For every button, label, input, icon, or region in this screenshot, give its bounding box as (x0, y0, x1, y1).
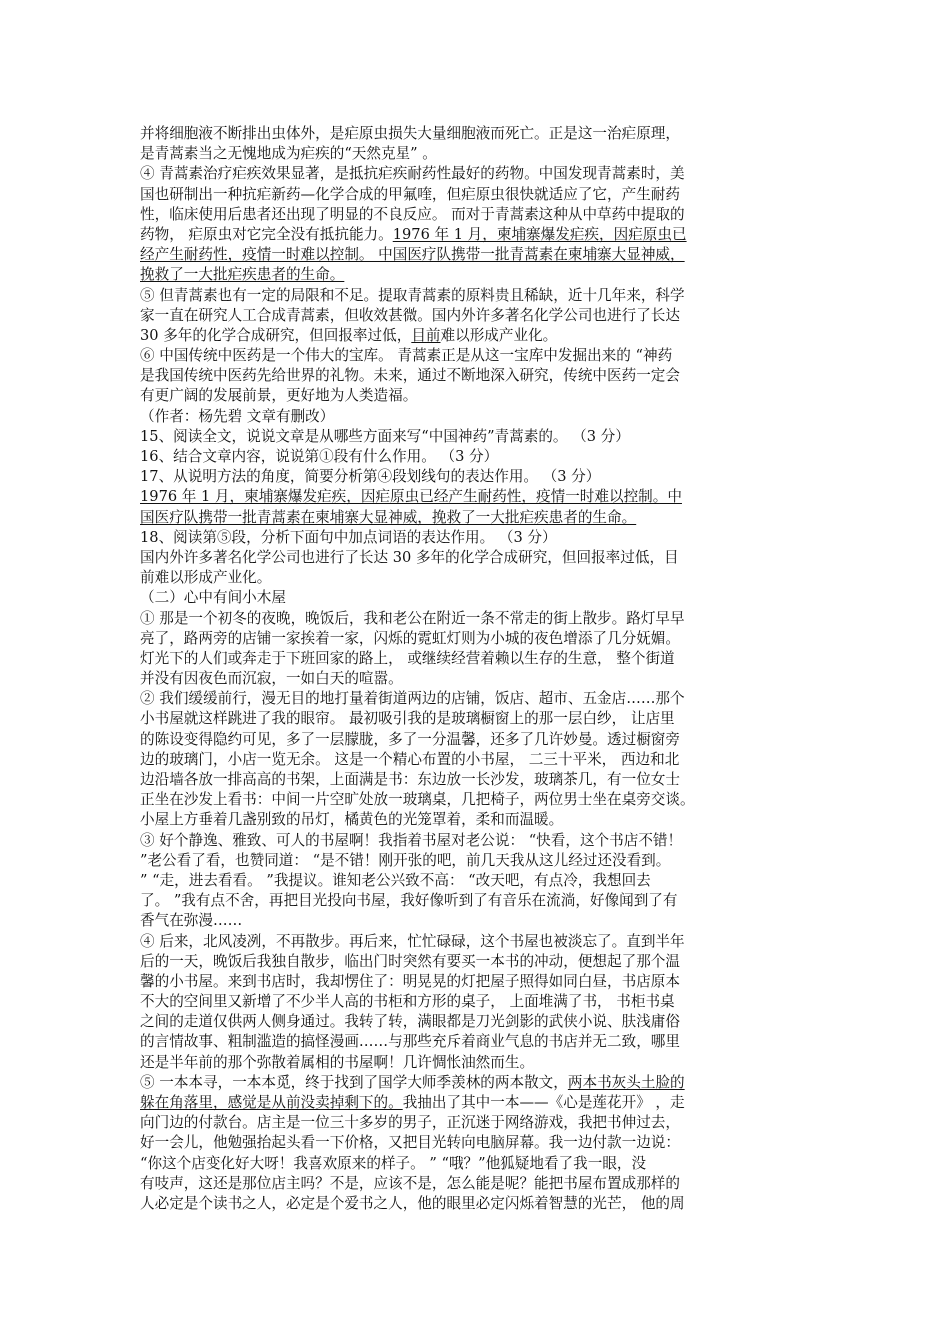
text-line: ④ 后来，北风凌冽，不再散步。再后来，忙忙碌碌，这个书屋也被淡忘了。直到半年 (140, 932, 685, 950)
underlined-line: 国医疗队携带一批青蒿素在柬埔寨大显神威，挽救了一大批疟疾患者的生命。 (140, 508, 637, 526)
text-line: 还是半年前的那个弥散着属相的书屋啊！几许惆怅油然而生。 (140, 1053, 535, 1071)
text-segment: 30 多年的化学合成研究，但回报率过低， (140, 326, 412, 344)
underlined-phrase: 躲在角落里，感觉是从前没卖掉剩下的。 (140, 1094, 403, 1111)
text-line: 小屋上方垂着几盏别致的吊灯，橘黄色的光笼罩着，柔和而温暖。 (140, 811, 564, 829)
text-line: 前难以形成产业化。 (140, 569, 272, 587)
text-line: ” “走，进去看看。 ”我提议。谁知老公兴致不高： “改天吧，有点冷，我想回去 (140, 871, 651, 889)
underlined-line: 1976 年 1 月，柬埔寨爆发疟疾，因疟原虫已经产生耐药性，疫情一时难以控制。中 (140, 488, 682, 506)
text-line: 馨的小书屋。来到书店时，我却愣住了：明晃晃的灯把屋子照得如同白昼，书店原本 (140, 972, 680, 990)
text-line: 之间的走道仅供两人侧身通过。我转了转，满眼都是刀光剑影的武侠小说、肤浅庸俗 (140, 1013, 680, 1031)
text-line: 国内外许多著名化学公司也进行了长达 30 多年的化学合成研究，但回报率过低，目 (140, 548, 679, 566)
question-15: 15、阅读全文，说说文章是从哪些方面来写“中国神药”青蒿素的。 （3 分） (140, 427, 630, 445)
text-line: 向门边的付款台。店主是一位三十多岁的男子，正沉迷于网络游戏，我把书伸过去， (140, 1114, 680, 1132)
text-line: 性，临床使用后患者还出现了明显的不良反应。 而对于青蒿素这种从中草药中提取的 (140, 205, 685, 223)
underlined-sentence: 1976 年 1 月，柬埔寨爆发疟疾，因疟原虫已 (392, 225, 687, 243)
underlined-line: 挽救了一大批疟疾患者的生命。 (140, 266, 345, 284)
text-line: 有吱声，这还是那位店主吗？不是，应该不是，怎么能是呢？能把书屋布置成那样的 (140, 1174, 680, 1192)
text-line: 亮了，路两旁的店铺一家挨着一家，闪烁的霓虹灯则为小城的夜色增添了几分妩媚。 (140, 629, 680, 647)
text-line: ”老公看了看，也赞同道： “是不错！刚开张的吧，前几天我从这儿经过还没看到。 (140, 851, 671, 869)
text-line: 后的一天，晚饭后我独自散步，临出门时突然有要买一本书的冲动，便想起了那个温 (140, 952, 680, 970)
text-line: 的陈设变得隐约可见，多了一层朦胧，多了一分温馨，还多了几许妙曼。透过橱窗旁 (140, 730, 680, 748)
question-17: 17、从说明方法的角度，简要分析第④段划线句的表达作用。 （3 分） (140, 468, 601, 486)
text-line: 是我国传统中医药先给世界的礼物。未来，通过不断地深入研究，传统中医药一定会 (140, 367, 680, 385)
text-line: ① 那是一个初冬的夜晚，晚饭后，我和老公在附近一条不常走的街上散步。路灯早早 (140, 609, 685, 627)
text-line: 灯光下的人们或奔走于下班回家的路上， 或继续经营着赖以生存的生意， 整个街道 (140, 649, 675, 667)
text-line: ④ 青蒿素治疗疟疾效果显著，是抵抗疟疾耐药性最好的药物。中国发现青蒿素时，美 (140, 165, 685, 183)
text-line: ⑤ 但青蒿素也有一定的局限和不足。提取青蒿素的原料贵且稀缺，近十几年来，科学 (140, 286, 685, 304)
section-heading: （二）心中有间小木屋 (140, 589, 286, 607)
text-line: 国也研制出一种抗疟新药—化学合成的甲氟喹，但疟原虫很快就适应了它，产生耐药 (140, 185, 680, 203)
text-line: 边的玻璃门，小店一览无余。 这是一个精心布置的小书屋， 二三十平米， 西边和北 (140, 750, 680, 768)
dotted-word: 目前 (411, 326, 441, 344)
text-line-mixed (140, 1073, 820, 1093)
text-line: 并将细胞液不断排出虫体外，是疟原虫损失大量细胞液而死亡。正是这一治疟原理， (140, 125, 680, 142)
text-line: 香气在弥漫…… (140, 912, 243, 930)
text-line: 并没有因夜色而沉寂，一如白天的喧嚣。 (140, 670, 403, 688)
document-page (140, 124, 820, 1214)
text-line-mixed (140, 225, 820, 245)
text-line: “你这个店变化好大呀！我喜欢原来的样子。 ” “哦？”他狐疑地看了我一眼，没 (140, 1154, 647, 1172)
text-line: 了。 ”我有点不舍，再把目光投向书屋，我好像听到了有音乐在流淌，好像闻到了有 (140, 892, 678, 910)
text-line: 小书屋就这样跳进了我的眼帘。 最初吸引我的是玻璃橱窗上的那一层白纱， 让店里 (140, 710, 675, 728)
text-segment: 我抽出了其中一本——《心是莲花开》 ，走 (402, 1094, 685, 1111)
text-segment: ⑤ 一本本寻，一本本觅，终于找到了国学大师季羡林的两本散文， (140, 1073, 568, 1091)
text-line: 有更广阔的发展前景，更好地为人类造福。 (140, 387, 418, 405)
text-line: 是青蒿素当之无愧地成为疟疾的“天然克星” 。 (140, 145, 437, 163)
text-line: 不大的空间里又新增了不少半人高的书柜和方形的桌子， 上面堆满了书， 书柜书桌 (140, 993, 675, 1011)
author-note: （作者：杨先碧 文章有删改） (140, 407, 335, 425)
text-line: 的言情故事、粗制滥造的搞怪漫画……与那些充斥着商业气息的书店并无二致，哪里 (140, 1033, 680, 1051)
text-line: 家一直在研究人工合成青蒿素，但收效甚微。国内外许多著名化学公司也进行了长达 (140, 306, 680, 324)
question-16: 16、结合文章内容，说说第①段有什么作用。 （3 分） (140, 448, 499, 465)
question-18: 18、阅读第⑤段，分析下面句中加点词语的表达作用。 （3 分） (140, 528, 557, 546)
text-line-mixed (140, 1093, 820, 1113)
underlined-phrase: 两本书灰头土脸的 (567, 1073, 685, 1091)
text-line-mixed (140, 326, 820, 346)
text-line: ③ 好个静逸、雅致、可人的书屋啊！我指着书屋对老公说： “快看，这个书店不错！ (140, 831, 683, 849)
text-line: 边沿墙各放一排高高的书架，上面满是书：东边放一长沙发，玻璃茶几，有一位女士 (140, 771, 680, 788)
text-line: ⑥ 中国传统中医药是一个伟大的宝库。 青蒿素正是从这一宝库中发掘出来的 “神药 (140, 347, 673, 365)
text-line: 好一会儿，他勉强抬起头看一下价格，又把目光转向电脑屏幕。我一边付款一边说： (140, 1134, 680, 1152)
text-line: ② 我们缓缓前行，漫无目的地打量着街道两边的店铺，饭店、超市、五金店……那个 (140, 690, 685, 708)
text-line: 正坐在沙发上看书：中间一片空旷处放一玻璃桌，几把椅子，两位男士坐在桌旁交谈。 (140, 791, 695, 809)
text-segment: 药物， 疟原虫对它完全没有抵抗能力。 (140, 225, 393, 243)
text-segment: 难以形成产业化。 (440, 326, 558, 344)
text-line: 人必定是个读书之人，必定是个爱书之人，他的眼里必定闪烁着智慧的光芒， 他的周 (140, 1194, 685, 1212)
underlined-line: 经产生耐药性，疫情一时难以控制。 中国医疗队携带一批青蒿素在柬埔寨大显神威， (140, 246, 685, 264)
